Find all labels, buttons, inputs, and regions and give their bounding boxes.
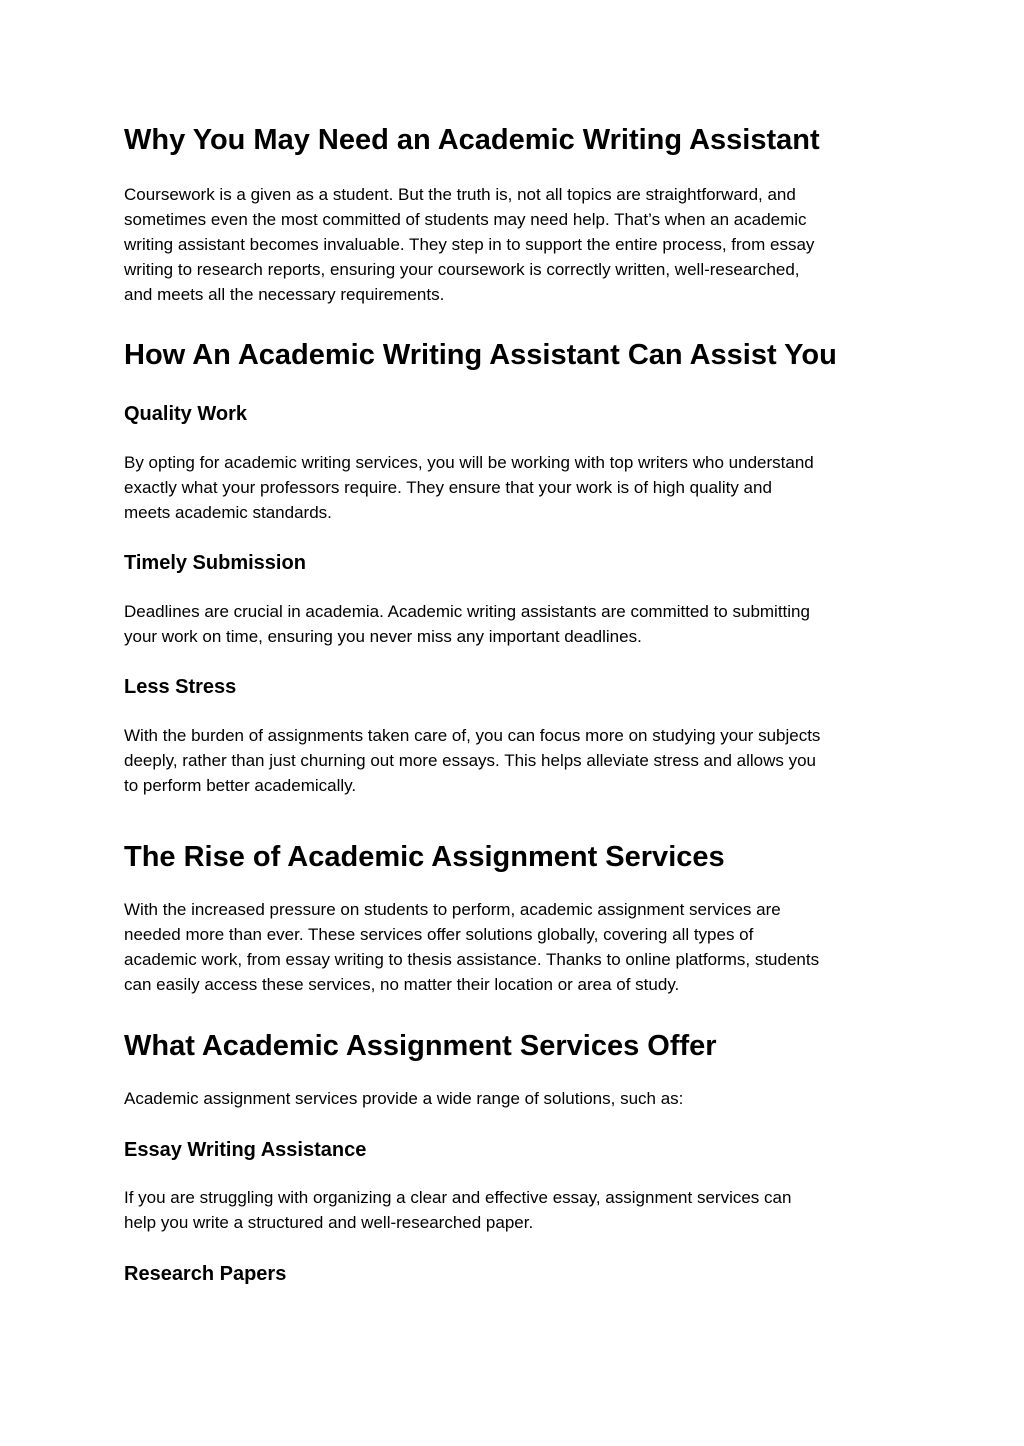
paragraph-less-stress: With the burden of assignments taken care of, you can focus more on studying your subjects deeply, rather than just churning out more essays. This helps alleviate stress and allows you to perform better academically. [124,726,821,795]
subheading-essay-writing: Essay Writing Assistance [124,1139,367,1161]
subheading-less-stress: Less Stress [124,676,237,698]
heading-services-offer: What Academic Assignment Services Offer [124,1030,717,1062]
subheading-research-papers: Research Papers [124,1263,287,1285]
heading-how-assist: How An Academic Writing Assistant Can Assist You [124,339,837,371]
paragraph-rise-services: With the increased pressure on students to perform, academic assignment services are needed more than ever. These services offer solutions globally, covering all types of academic work, from essay writing to thesis assistance. Thanks to online platforms, students can easily access these services, no matter their location or area of study. [124,900,820,994]
heading-rise-services: The Rise of Academic Assignment Services [124,841,725,873]
paragraph-services-offer: Academic assignment services provide a wide range of solutions, such as: [124,1089,684,1108]
paragraph-why-assistant: Coursework is a given as a student. But the truth is, not all topics are straightforward, and sometimes even the most committed of students may need help. That’s when an academic writing assistant becomes invaluable. They step in to support the entire process, from essay writing to research reports, ensuring your coursework is correctly written, well-researched, and meets all the necessary requirements. [124,185,815,304]
paragraph-quality-work: By opting for academic writing services, you will be working with top writers who understand exactly what your professors require. They ensure that your work is of high quality and meets academic standards. [124,453,814,522]
subheading-quality-work: Quality Work [124,403,247,425]
paragraph-essay-writing: If you are struggling with organizing a clear and effective essay, assignment services can help you write a structured and well-researched paper. [124,1188,792,1232]
paragraph-timely-submission: Deadlines are crucial in academia. Academic writing assistants are committed to submitting your work on time, ensuring you never miss any important deadlines. [124,602,810,646]
subheading-timely-submission: Timely Submission [124,552,306,574]
heading-why-assistant: Why You May Need an Academic Writing Assistant [124,124,820,156]
